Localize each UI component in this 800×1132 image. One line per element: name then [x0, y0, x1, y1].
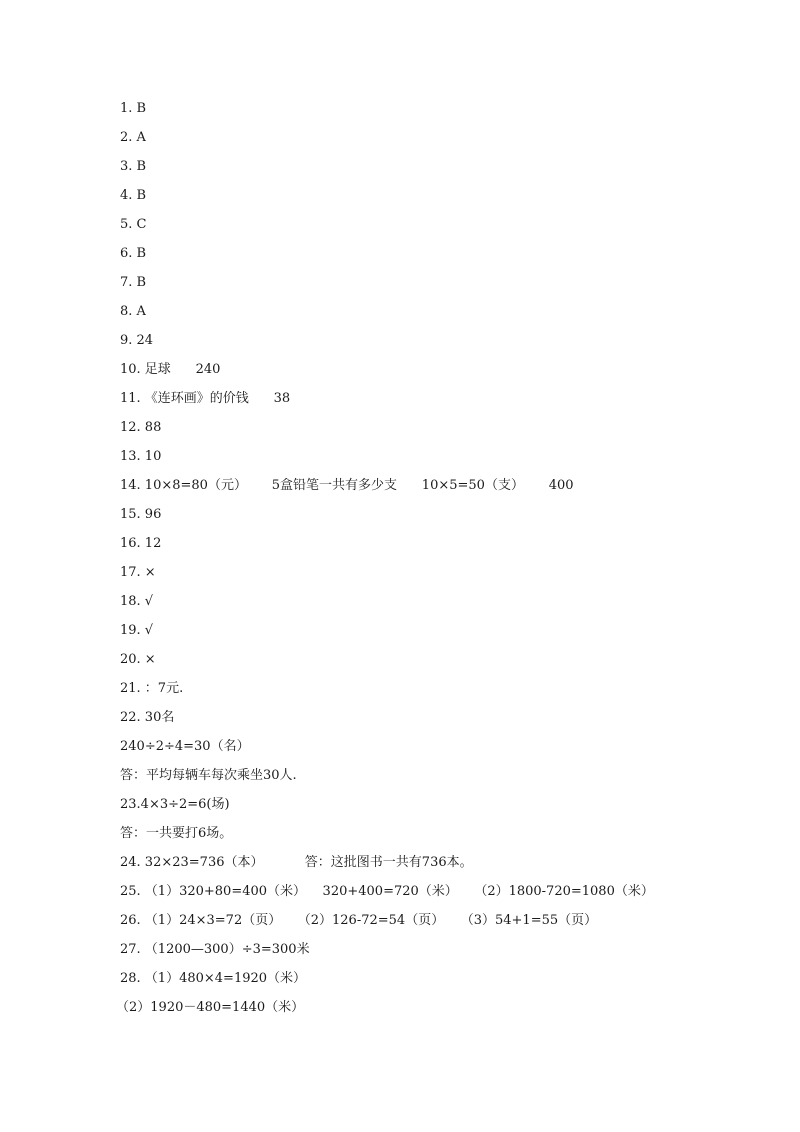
answer-line-21: 21. ：7元. — [120, 681, 184, 696]
answer-line-22-work: 240÷2÷4=30（名） — [120, 739, 250, 754]
answer-line-28-part2: （2）1920－480=1440（米） — [116, 1000, 305, 1015]
answer-line-8: 8. A — [120, 304, 146, 319]
answer-line-25: 25. （1）320+80=400（米） 320+400=720（米） （2）1800-720=1080（米） — [120, 884, 654, 899]
answer-line-13: 13. 10 — [120, 449, 162, 464]
answer-line-28: 28. （1）480×4=1920（米） — [120, 971, 307, 986]
answer-line-26: 26. （1）24×3=72（页） （2）126-72=54（页） （3）54+1=55（页） — [120, 913, 598, 928]
answer-line-22-reply: 答：平均每辆车每次乘坐30人. — [120, 768, 297, 783]
answer-line-24: 24. 32×23=736（本） 答：这批图书一共有736本。 — [120, 855, 473, 870]
answer-line-4: 4. B — [120, 188, 147, 203]
answer-line-23: 23.4×3÷2=6(场) — [120, 797, 230, 812]
answer-line-3: 3. B — [120, 159, 147, 174]
answer-line-1: 1. B — [120, 101, 147, 116]
answer-line-15: 15. 96 — [120, 507, 162, 522]
answer-line-7: 7. B — [120, 275, 147, 290]
answer-line-12: 12. 88 — [120, 420, 162, 435]
answer-line-18: 18. √ — [120, 594, 154, 609]
answer-line-22: 22. 30名 — [120, 710, 175, 725]
answer-line-10: 10. 足球 240 — [120, 362, 221, 377]
answer-line-6: 6. B — [120, 246, 147, 261]
answer-line-2: 2. A — [120, 130, 146, 145]
answer-line-19: 19. √ — [120, 623, 154, 638]
answer-line-27: 27. （1200—300）÷3=300米 — [120, 942, 310, 957]
answer-line-9: 9. 24 — [120, 333, 154, 348]
answer-line-5: 5. C — [120, 217, 147, 232]
answer-list — [116, 99, 740, 1027]
answer-line-17: 17. × — [120, 565, 156, 580]
answer-line-14: 14. 10×8=80（元） 5盒铅笔一共有多少支 10×5=50（支） 400 — [120, 478, 574, 493]
answer-line-20: 20. × — [120, 652, 156, 667]
answer-line-23-reply: 答：一共要打6场。 — [120, 826, 233, 841]
answer-line-16: 16. 12 — [120, 536, 162, 551]
answer-line-11: 11. 《连环画》的价钱 38 — [120, 391, 291, 406]
